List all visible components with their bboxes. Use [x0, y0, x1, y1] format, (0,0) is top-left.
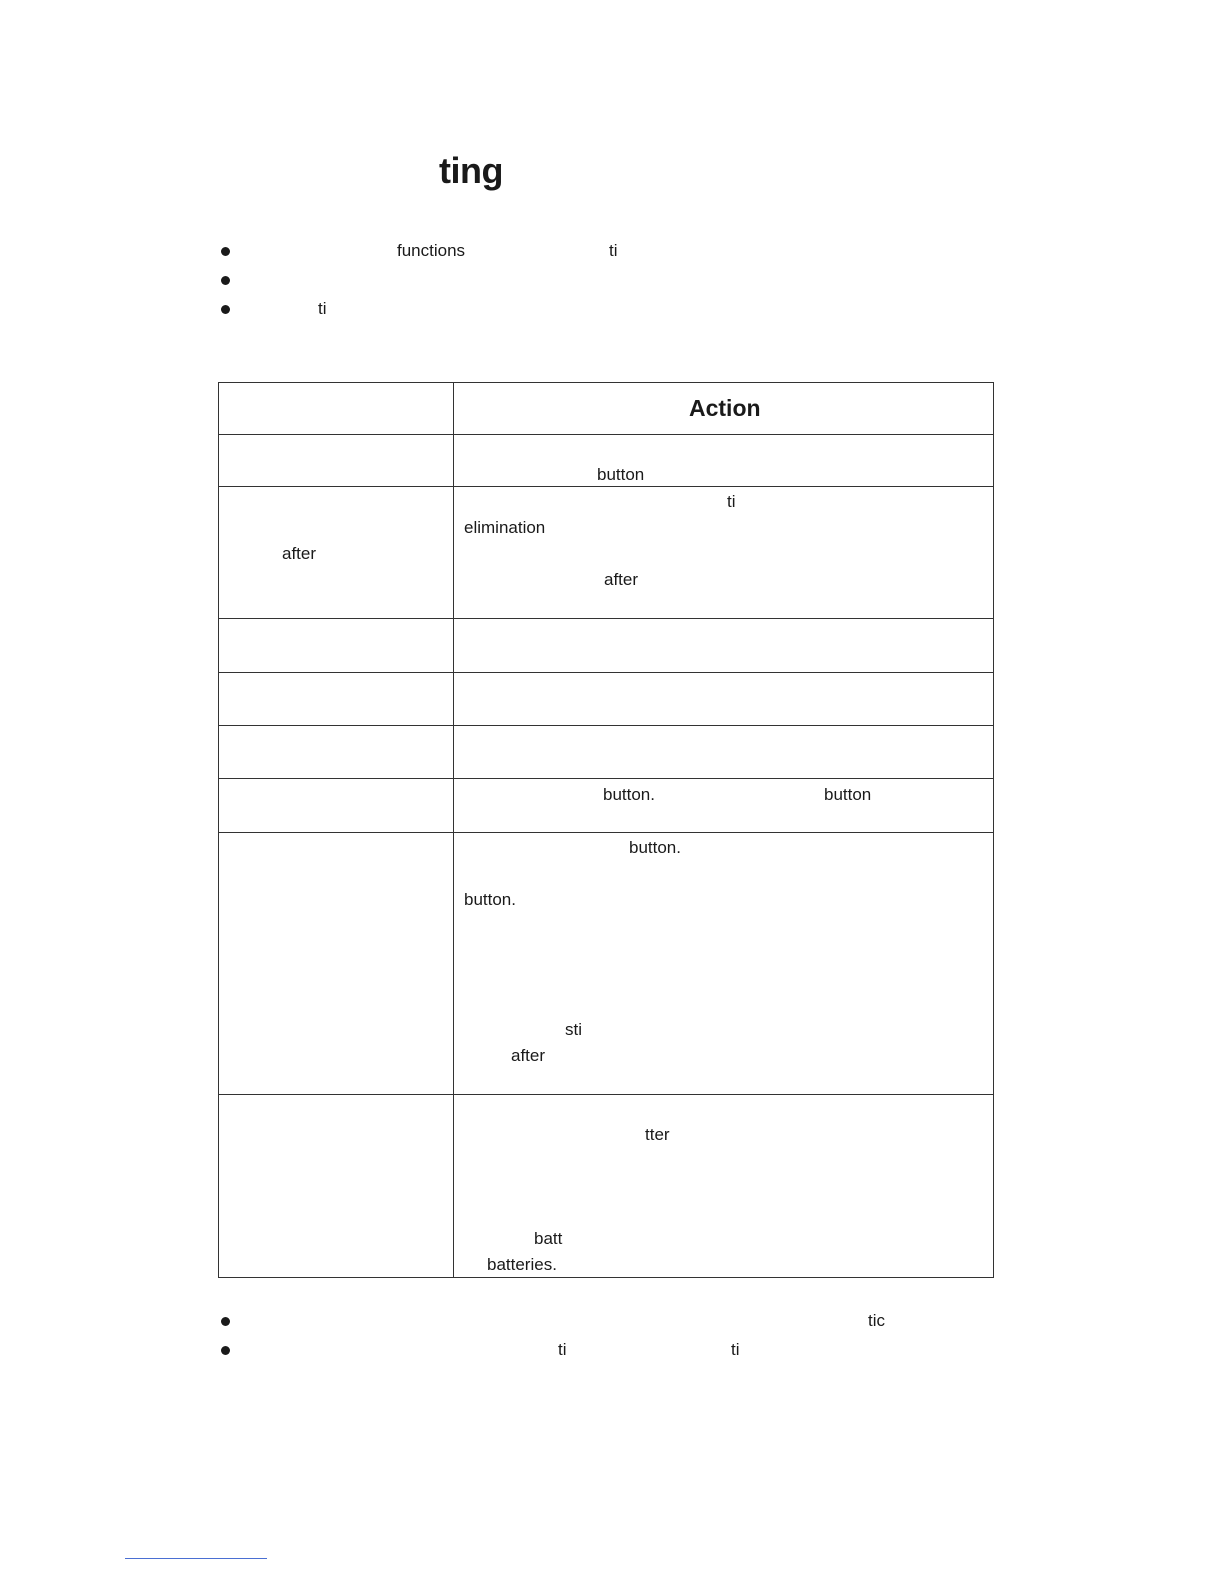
table-cell-fragment: after: [604, 570, 639, 589]
table-cell-fragment: batt: [534, 1229, 563, 1248]
table-cell-fragment: button.: [464, 890, 516, 909]
bullet-text-fragment: ti: [609, 241, 618, 260]
table-cell-fragment: button.: [629, 838, 681, 857]
bullet-marker: [221, 305, 230, 314]
bullet-marker: [221, 1317, 230, 1326]
table-row-divider: [218, 618, 994, 619]
bullet-marker: [221, 1346, 230, 1355]
bullet-text-fragment: ti: [318, 299, 327, 318]
bullet-text-fragment: tic: [868, 1311, 885, 1330]
table-row-divider: [218, 778, 994, 779]
table-row-divider: [218, 725, 994, 726]
page-title: ting: [439, 150, 503, 191]
table-border: [218, 1277, 994, 1278]
table-cell-fragment: button: [597, 465, 645, 484]
table-header-action: Action: [689, 395, 761, 421]
table-cell-fragment: batteries.: [487, 1255, 557, 1274]
bullet-text-fragment: functions: [397, 241, 466, 260]
table-border: [218, 382, 219, 1278]
table-cell-fragment: sti: [565, 1020, 582, 1039]
table-border: [218, 382, 994, 383]
bullet-text-fragment: ti: [558, 1340, 567, 1359]
table-cell-fragment: elimination: [464, 518, 546, 537]
table-row-divider: [218, 1094, 994, 1095]
table-row-divider: [218, 672, 994, 673]
table-column-divider: [453, 382, 454, 1278]
table-border: [993, 382, 994, 1278]
table-row-divider: [218, 486, 994, 487]
bullet-marker: [221, 247, 230, 256]
table-row-divider: [218, 832, 994, 833]
bullet-marker: [221, 276, 230, 285]
table-cell-fragment: after: [282, 544, 317, 563]
footer-link-underline: [125, 1558, 267, 1559]
table-cell-fragment: tter: [645, 1125, 670, 1144]
table-cell-fragment: button: [824, 785, 872, 804]
table-row-divider: [218, 434, 994, 435]
bullet-text-fragment: ti: [731, 1340, 740, 1359]
table-cell-fragment: after: [511, 1046, 546, 1065]
table-cell-fragment: button.: [603, 785, 655, 804]
table-cell-fragment: ti: [727, 492, 736, 511]
